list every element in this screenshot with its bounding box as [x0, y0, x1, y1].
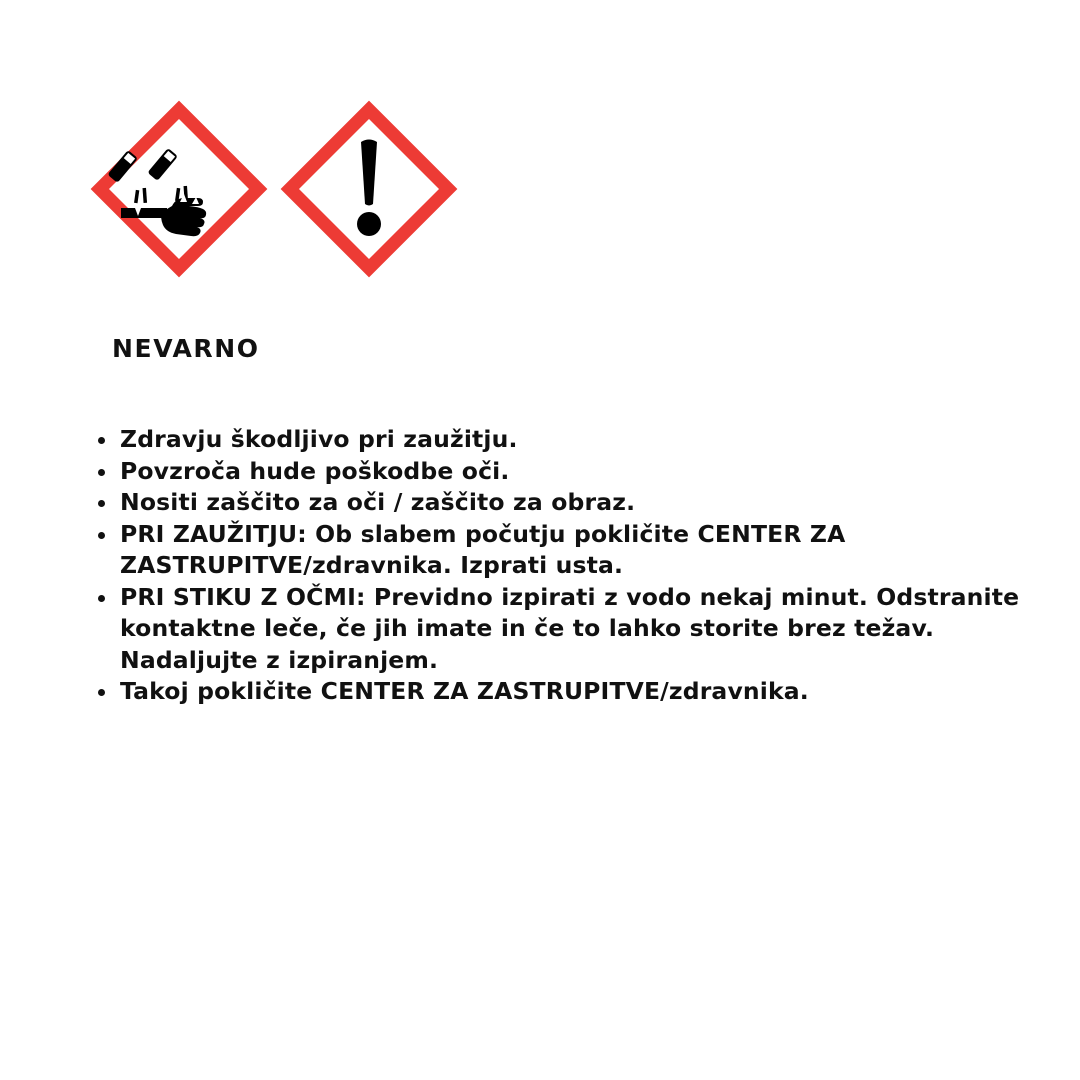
corrosion-pictogram	[88, 98, 270, 280]
hazard-statement-list	[66, 424, 1066, 708]
list-item: PRI ZAUŽITJU: Ob slabem počutju pokličite CENTER ZA ZASTRUPITVE/zdravnika. Izprati usta.	[94, 519, 1066, 582]
list-item: PRI STIKU Z OČMI: Previdno izpirati z vodo nekaj minut. Odstranite kontaktne leče, če jih imate in če to lahko storite brez težav. Nadaljujte z izpiranjem.	[94, 582, 1066, 677]
list-item: Zdravju škodljivo pri zaužitju.	[94, 424, 1066, 456]
list-item: Takoj pokličite CENTER ZA ZASTRUPITVE/zdravnika.	[94, 676, 1066, 708]
signal-word: NEVARNO	[112, 334, 260, 363]
list-item: Nositi zaščito za oči / zaščito za obraz.	[94, 487, 1066, 519]
exclamation-mark-pictogram	[278, 98, 460, 280]
pictogram-row	[88, 98, 460, 280]
list-item: Povzroča hude poškodbe oči.	[94, 456, 1066, 488]
